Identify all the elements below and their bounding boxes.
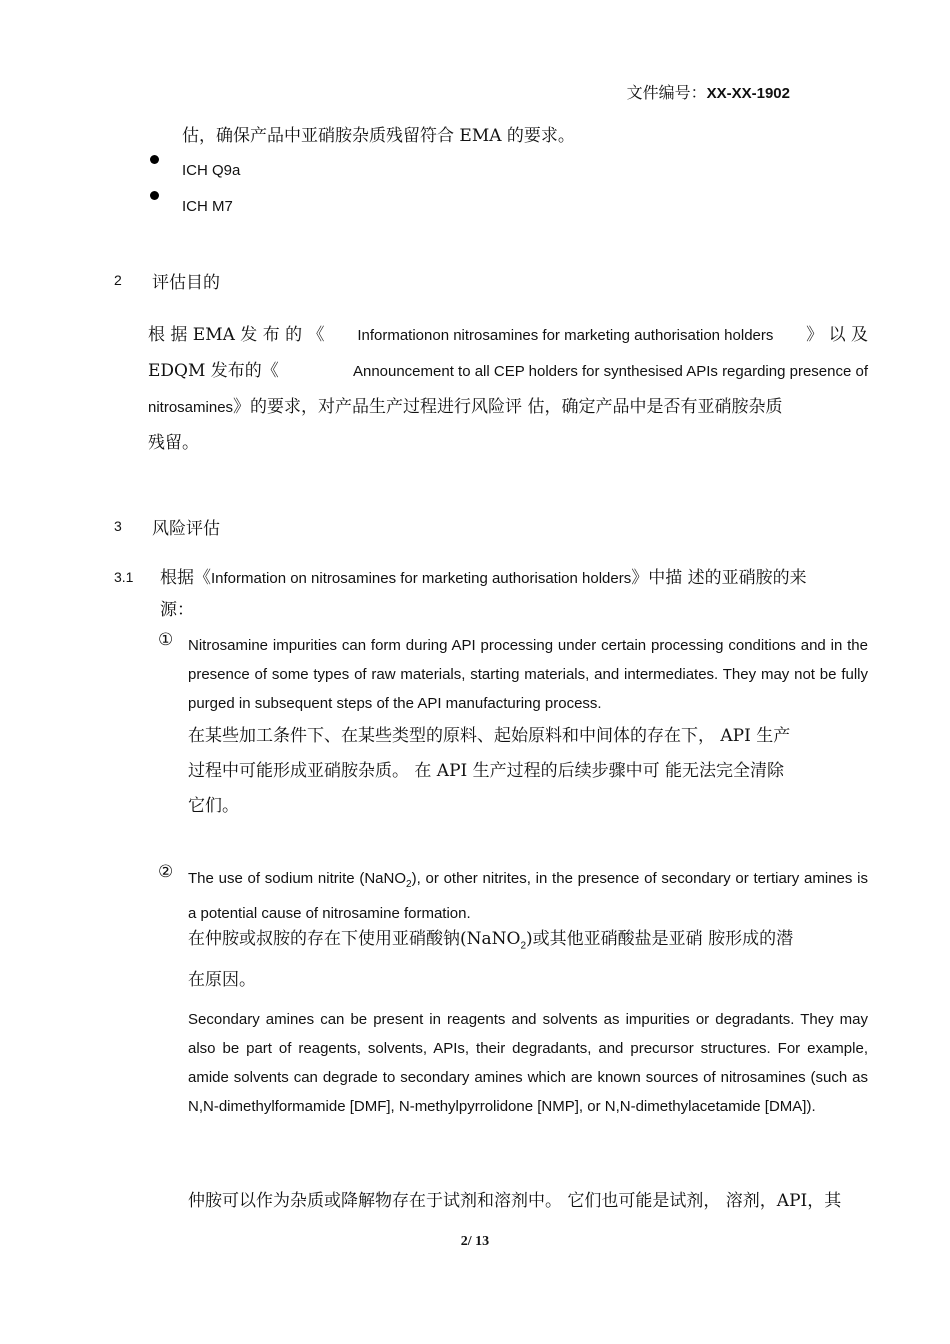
text-line xyxy=(188,922,868,963)
subsection-3-1-line-1 xyxy=(160,563,868,595)
text-span: The use of sodium nitrite (NaNO xyxy=(188,870,407,887)
text-span: Announcement to all CEP holders for synthesised APIs regarding presence of xyxy=(352,363,868,380)
page-number: 2/ 13 xyxy=(460,1234,490,1249)
bullet-icon xyxy=(150,155,159,164)
section-2-number: 2 xyxy=(114,272,122,288)
section-2-line-3 xyxy=(148,392,868,428)
document-number-value: XX-XX-1902 xyxy=(706,85,790,102)
document-number-label: 文件编号： xyxy=(626,83,707,102)
text-line: 在原因。 xyxy=(188,970,256,991)
subsection-3-1-heading xyxy=(160,563,868,620)
text-line: 过程中可能形成亚硝胺杂质。 在 API 生产过程的后续步骤中可 能无法完全清除 xyxy=(188,761,785,781)
item-1-english: Nitrosamine impurities can form during API processing under certain processing conditions and in the presence of some types of raw materials, starting materials, and intermediates. They may not be fully purged in subsequent steps of the API manufacturing process. xyxy=(188,637,868,712)
item-1-marker: ① xyxy=(158,630,174,650)
section-2-paragraph xyxy=(148,320,868,464)
item-2-chinese-paragraph-2: 仲胺可以作为杂质或降解物存在于试剂和溶剂中。 它们也可能是试剂， 溶剂，API，其 xyxy=(188,1191,842,1211)
text-line: 它们。 xyxy=(188,796,239,816)
item-2-marker: ② xyxy=(158,862,174,882)
section-2-line-4: 残留。 xyxy=(148,433,199,453)
subsection-3-1-line-2: 源： xyxy=(160,600,194,620)
item-1-chinese xyxy=(188,719,868,824)
text-span: 》的要求，对产品生产过程进行风险评 估，确定产品中是否有亚硝胺杂质 xyxy=(233,397,783,417)
item-2-chinese xyxy=(188,922,868,998)
bullet-icon xyxy=(150,191,159,200)
section-3-number: 3 xyxy=(114,518,122,534)
text-span: 》中描 述的亚硝胺的来 xyxy=(631,568,807,588)
text-span: nitrosamines xyxy=(148,399,234,416)
text-span: Information on nitrosamines for marketing authorisation holders xyxy=(211,570,632,587)
text-span: Informationon nitrosamines for marketing authorisation holders xyxy=(357,327,774,344)
section-3-title: 风险评估 xyxy=(152,519,220,539)
subscript: 2 xyxy=(520,940,527,952)
text-span: 在仲胺或叔胺的存在下使用亚硝酸钠(NaNO xyxy=(188,929,521,949)
intro-continuation: 估，确保产品中亚硝胺杂质残留符合 EMA 的要求。 xyxy=(182,126,575,146)
text-span: EDQM 发布的《 xyxy=(148,361,279,381)
text-line: 在某些加工条件下、在某些类型的原料、起始原料和中间体的存在下， API 生产 xyxy=(188,726,791,746)
text-span: 根据《 xyxy=(160,568,211,588)
text-span: ), or other nitrites, in the presence of secondary or tertiary amines is a potential cause of nitrosamine formation. xyxy=(188,870,868,922)
subscript: 2 xyxy=(406,879,412,890)
item-2-english-paragraph-2: Secondary amines can be present in reagents and solvents as impurities or degradants. They may also be part of reagents, solvents, APIs, their degradants, and precursor structures. For example, amide solvents can degrade to secondary amines which are known sources of nitrosamines (such as N,N-dimethylformamide [DMF], N-methylpyrrolidone [NMP], or N,N-dimethylacetamide [DMA]). xyxy=(188,1011,868,1115)
section-2-line-1 xyxy=(148,320,868,356)
text-span: )或其他亚硝酸盐是亚硝 胺形成的潜 xyxy=(526,929,794,949)
bullet-item-ich-m7: ICH M7 xyxy=(182,198,233,215)
item-2-english xyxy=(188,864,868,928)
section-2-title: 评估目的 xyxy=(152,273,220,293)
text-span: 根 据 EMA 发 布 的 《 xyxy=(148,325,325,345)
bullet-item-ich-q9a: ICH Q9a xyxy=(182,162,241,179)
text-span: 》 以 及 xyxy=(806,325,868,345)
subsection-3-1-number: 3.1 xyxy=(114,569,134,585)
document-number xyxy=(627,80,790,103)
section-2-line-2 xyxy=(148,356,868,392)
